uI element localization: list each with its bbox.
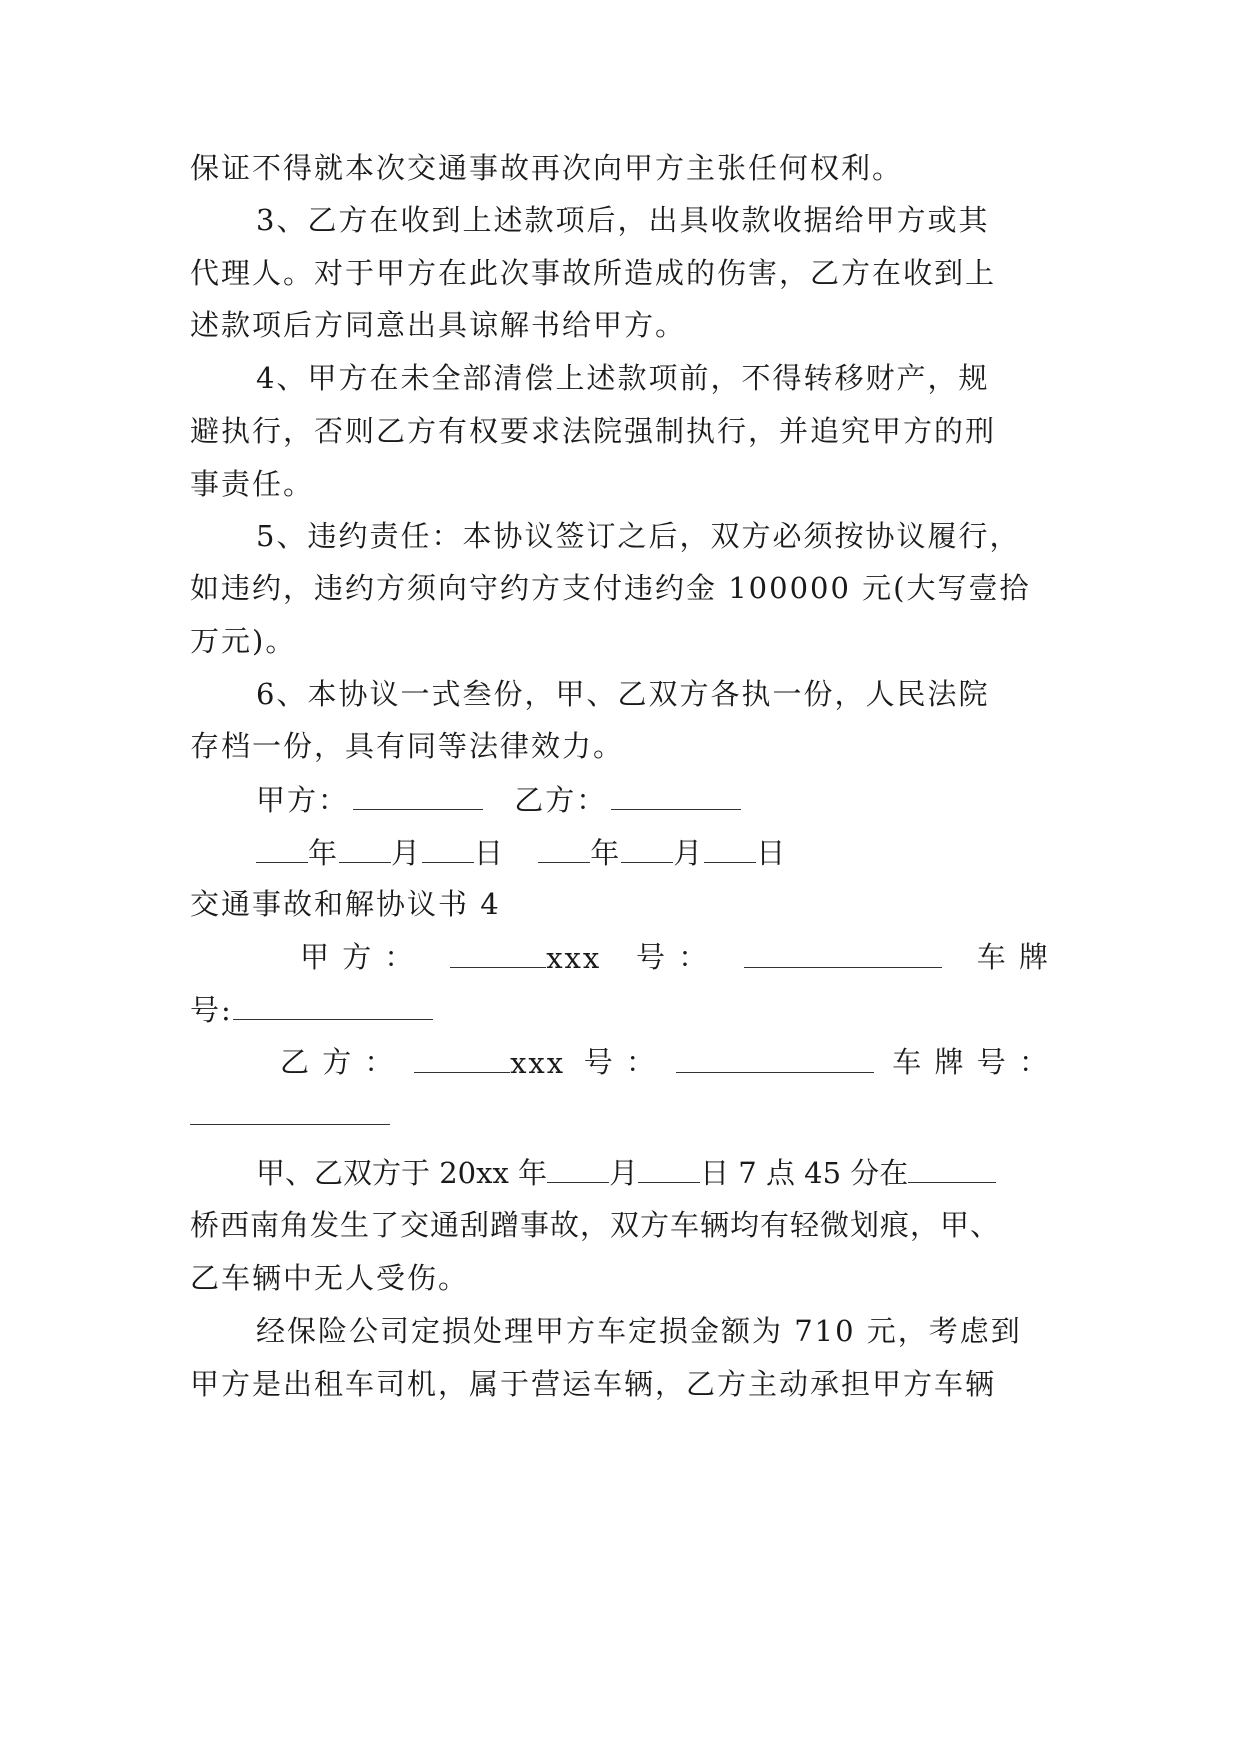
- signature-parties-row: [256, 779, 1116, 820]
- paragraph-line: 保证不得就本次交通事故再次向甲方主张任何权利。: [190, 151, 904, 185]
- day-blank: [422, 832, 474, 863]
- party-a-label: 甲 方 ：: [300, 940, 416, 974]
- party-b-plate-blank: [190, 1094, 390, 1125]
- party-b-signature-blank: [611, 779, 741, 810]
- accident-line-5: 甲方是出租车司机，属于营运车辆，乙方主动承担甲方车辆: [190, 1367, 997, 1401]
- clause-4-line-3: 事责任。: [190, 467, 315, 501]
- party-a-info-row: [300, 937, 1050, 978]
- clause-3-line-1: 3、乙方在收到上述款项后，出具收款收据给甲方或其: [256, 203, 990, 237]
- party-a-name-suffix: xxx: [546, 941, 602, 975]
- year-blank: [256, 832, 308, 863]
- section-title: 交通事故和解协议书 4: [190, 887, 501, 921]
- party-a-plate-label: 车 牌: [976, 940, 1050, 974]
- day-label: 日: [474, 836, 506, 870]
- signature-date-row: [256, 832, 1116, 873]
- clause-4-line-2: 避执行，否则乙方有权要求法院强制执行，并追究甲方的刑: [190, 414, 997, 448]
- accident-line-3: 乙车辆中无人受伤。: [190, 1261, 470, 1295]
- year-label: 年: [308, 836, 340, 870]
- party-b-name-blank: [414, 1042, 510, 1073]
- party-b-plate-label: 车 牌 号 ：: [892, 1045, 1050, 1079]
- month-label: 月: [391, 836, 423, 870]
- clause-5-line-3: 万元)。: [190, 624, 297, 658]
- party-b-signature-label: 乙方：: [514, 783, 608, 817]
- party-b-plate-row: [190, 1094, 1050, 1135]
- party-b-id-label: 号 ：: [583, 1045, 658, 1079]
- accident-line-1-part-a: 甲、乙双方于 20xx 年: [256, 1156, 548, 1190]
- party-b-id-blank: [676, 1042, 874, 1073]
- clause-5-line-1: 5、违约责任：本协议签订之后，双方必须按协议履行，: [256, 519, 1021, 553]
- accident-location-blank: [908, 1152, 996, 1183]
- party-a-name-blank: [450, 937, 546, 968]
- accident-line-4: 经保险公司定损处理甲方车定损金额为 710 元，考虑到: [256, 1314, 1022, 1348]
- year-blank-2: [538, 832, 590, 863]
- month-blank-2: [621, 832, 673, 863]
- accident-month-blank: [547, 1152, 609, 1183]
- party-a-id-blank: [744, 937, 942, 968]
- month-blank: [339, 832, 391, 863]
- party-a-plate-blank: [233, 989, 433, 1020]
- clause-5-line-2: 如违约，违约方须向守约方支付违约金 100000 元(大写壹拾: [190, 571, 1031, 605]
- party-a-plate-row: [190, 989, 1050, 1030]
- accident-line-1: [256, 1152, 1050, 1193]
- clause-3-line-2: 代理人。对于甲方在此次事故所造成的伤害，乙方在收到上: [190, 256, 997, 290]
- party-a-signature-label: 甲方：: [256, 783, 350, 817]
- day-blank-2: [704, 832, 756, 863]
- clause-6-line-1: 6、本协议一式叁份，甲、乙双方各执一份，人民法院: [256, 677, 990, 711]
- day-label-2: 日: [756, 836, 788, 870]
- accident-line-1-part-c: 日 7 点 45 分在: [700, 1156, 909, 1190]
- accident-day-blank: [638, 1152, 700, 1183]
- accident-line-1-part-b: 月: [609, 1156, 639, 1190]
- party-b-info-row: [280, 1042, 1050, 1083]
- party-b-name-suffix: xxx: [510, 1046, 566, 1080]
- clause-3-line-3: 述款项后方同意出具谅解书给甲方。: [190, 308, 687, 342]
- accident-line-2: 桥西南角发生了交通刮蹭事故，双方车辆均有轻微划痕，甲、: [190, 1208, 1001, 1242]
- party-a-id-label: 号 ：: [636, 940, 710, 974]
- clause-4-line-1: 4、甲方在未全部清偿上述款项前，不得转移财产，规: [256, 361, 990, 395]
- party-a-signature-blank: [353, 779, 483, 810]
- month-label-2: 月: [673, 836, 705, 870]
- party-b-label: 乙 方 ：: [280, 1045, 396, 1079]
- year-label-2: 年: [590, 836, 622, 870]
- clause-6-line-2: 存档一份，具有同等法律效力。: [190, 729, 625, 763]
- party-a-plate-label-cont: 号:: [190, 993, 233, 1027]
